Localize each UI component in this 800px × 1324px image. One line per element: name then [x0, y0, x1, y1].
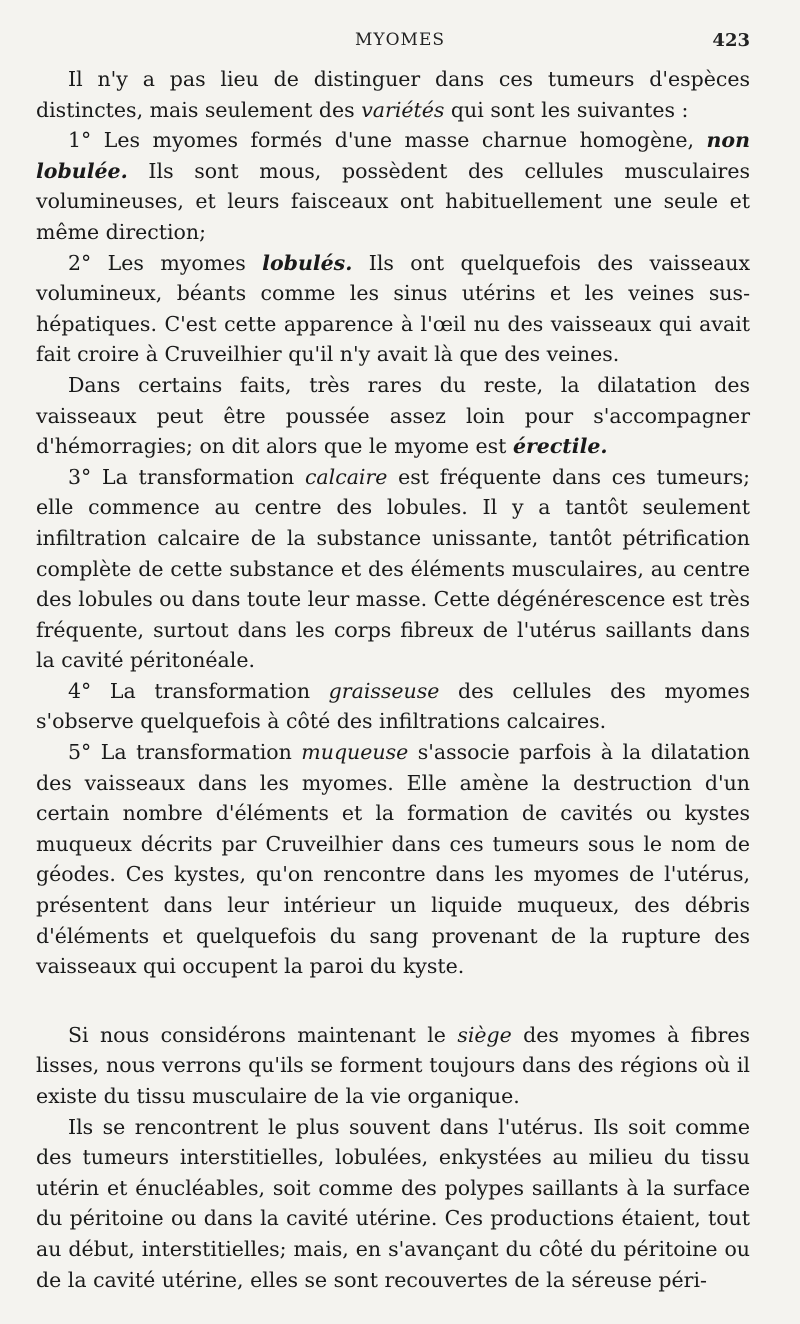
paragraph — [36, 737, 750, 982]
paragraph — [36, 1020, 750, 1112]
paragraph — [36, 462, 750, 676]
text-run: Ils ont quelquefois des vaisseaux volumineux, béants comme les sinus utérins et les veines sus-hépatiques. C'est cette apparence à l'œil nu des vaisseaux qui avait fait croire à Cruveilhier qu'il n'y avait là que des veines. — [36, 250, 751, 367]
emphasis-text: lobulés. — [262, 250, 353, 275]
text-run: 4° La transformation — [68, 678, 329, 703]
paragraph — [36, 64, 750, 125]
text-run: des myomes à fibres lisses, nous verrons qu'ils se forment toujours dans des régions où il existe du tissu musculaire de la vie organique. — [36, 1022, 750, 1108]
paragraph — [36, 1112, 750, 1296]
text-run: Il n'y a pas lieu de distinguer dans ces tumeurs d'espèces distinctes, mais seulement des — [36, 67, 750, 122]
paragraph — [36, 676, 750, 737]
text-run: s'associe parfois à la dilatation des vaisseaux dans les myomes. Elle amène la destruction d'un certain nombre d'éléments et la formation de cavités ou kystes muqueux décrits par Cruveilhier dans ces tumeurs sous le nom de géodes. Ces kystes, qu'on rencontre dans les myomes de l'utérus, présentent dans leur intérieur un liquide muqueux, des débris d'éléments et quelquefois du sang provenant de la rupture des vaisseaux qui occupent la paroi du kyste. — [36, 740, 751, 979]
text-run: Dans certains faits, très rares du reste, la dilatation des vaisseaux peut être poussée assez loin pour s'accompagner d'hémorragies; on dit alors que le myome est — [36, 372, 750, 459]
text-run: 3° La transformation — [68, 464, 305, 489]
page-number: 423 — [712, 30, 750, 51]
paragraph — [36, 248, 750, 370]
text-run: Ils se rencontrent le plus souvent dans l'utérus. Ils soit comme des tumeurs interstitielles, lobulées, enkystées au milieu du tissu utérin et énucléables, soit comme des polypes saillants à la surface du péritoine ou dans la cavité utérine. Ces productions étaient, tout au début, interstitielles; mais, en s'avançant du côté du péritoine ou de la cavité utérine, elles se sont recouvertes de la séreuse péri- — [36, 1114, 750, 1292]
text-run: 1° Les myomes formés d'une masse charnue homogène, — [68, 128, 707, 153]
emphasis-text: non lobulée. — [36, 128, 750, 183]
body-text — [36, 64, 750, 1295]
paragraph — [36, 370, 750, 462]
text-run: Si nous considérons maintenant le — [68, 1022, 458, 1047]
emphasis-text: variétés — [361, 97, 445, 122]
text-run: 2° Les myomes — [68, 250, 263, 275]
emphasis-text: graisseuse — [328, 678, 440, 703]
text-run: des cellules des myomes s'observe quelquefois à côté des infiltrations calcaires. — [36, 678, 750, 734]
emphasis-text: calcaire — [304, 464, 388, 489]
emphasis-text: érectile. — [512, 434, 608, 459]
text-run: 5° La transformation — [68, 740, 302, 765]
text-run: qui sont les suivantes : — [444, 97, 689, 122]
text-run: Ils sont mous, possèdent des cellules musculaires volumineuses, et leurs faisceaux ont habituellement une seule et même direction; — [36, 158, 750, 244]
page-header — [0, 30, 800, 58]
paragraph — [36, 125, 750, 247]
emphasis-text: muqueuse — [301, 740, 409, 765]
running-head: MYOMES — [354, 30, 446, 50]
emphasis-text: siège — [457, 1022, 512, 1047]
text-run: est fréquente dans ces tumeurs; elle commence au centre des lobules. Il y a tantôt seulement infiltration calcaire de la substance unissante, tantôt pétrification complète de cette substance et des éléments musculaires, au centre des lobules ou dans toute leur masse. Cette dégénérescence est très fréquente, surtout dans les corps fibreux de l'utérus saillants dans la cavité péritonéale. — [36, 464, 750, 673]
